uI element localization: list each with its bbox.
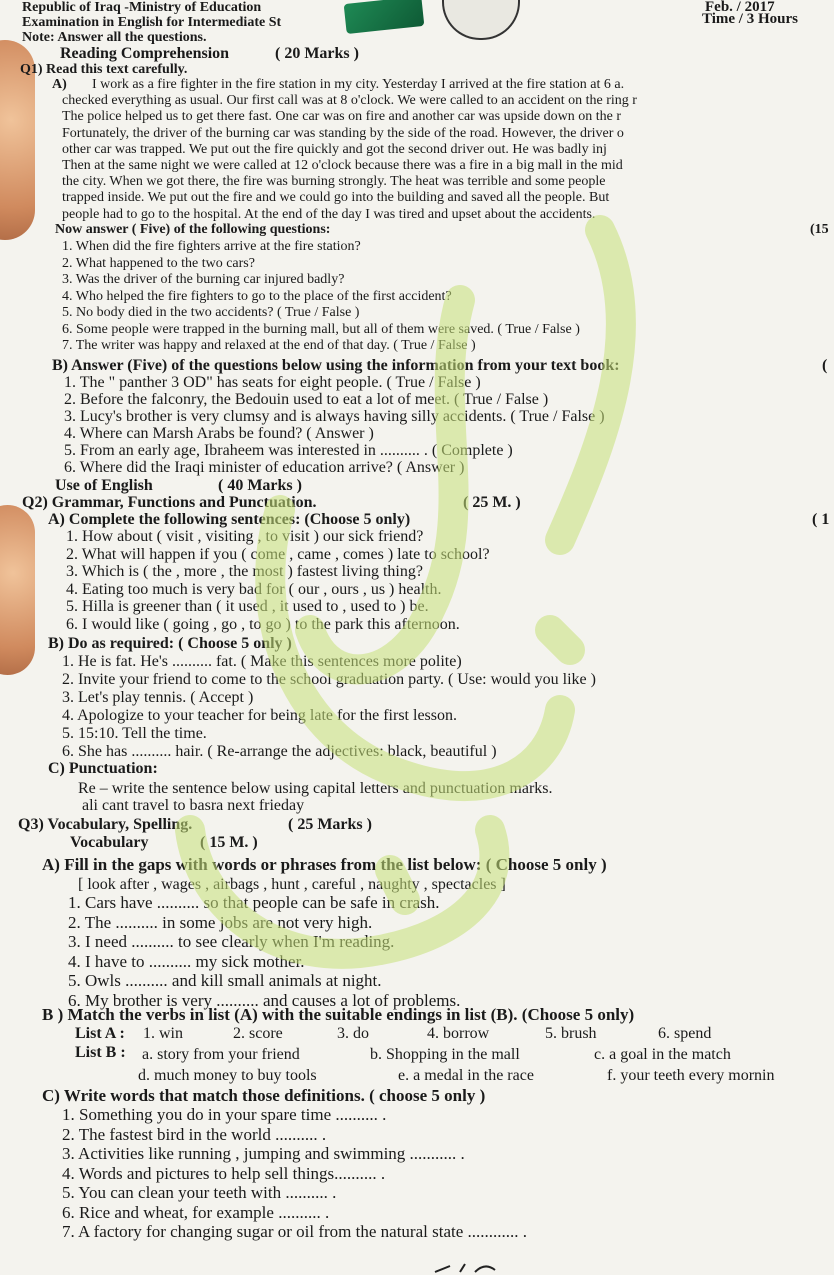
- passage-line: trapped inside. We put out the fire and we could go into the building and saved all the people. But: [62, 190, 610, 206]
- q2-title: Q2) Grammar, Functions and Punctuation.: [22, 494, 317, 511]
- passage-line: checked everything as usual. Our first call was at 8 o'clock. We were called to an accident on the ring r: [62, 93, 637, 109]
- list-a-verb: 5. brush: [545, 1025, 597, 1042]
- reading-marks: ( 20 Marks ): [275, 45, 359, 62]
- header-line2: Examination in English for Intermediate St: [22, 15, 282, 30]
- q2-a-heading: A) Complete the following sentences: (Choose 5 only): [48, 511, 411, 528]
- passage-line: Then at the same night we were called at 12 o'clock because there was a fire in a big mall in the mid: [62, 158, 623, 173]
- reading-b-item: 6. Where did the Iraqi minister of education arrive? ( Answer ): [64, 459, 465, 476]
- reading-b-item: 2. Before the falconry, the Bedouin used to eat a lot of meet. ( True / False ): [64, 391, 549, 408]
- fill-gap-item: 4. I have to .......... my sick mother.: [68, 951, 305, 971]
- definition-item: 6. Rice and wheat, for example .......... .: [62, 1202, 330, 1222]
- grammar-item: 1. How about ( visit , visiting , to visit ) our sick friend?: [66, 528, 424, 545]
- definition-item: 4. Words and pictures to help sell things.......... .: [62, 1163, 386, 1183]
- punctuation-instruction: Re – write the sentence below using capital letters and punctuation marks.: [78, 780, 553, 797]
- definition-item: 1. Something you do in your spare time .......... .: [62, 1105, 387, 1124]
- reading-b-item: 1. The " panther 3 OD" has seats for eight people. ( True / False ): [64, 374, 481, 391]
- list-a-verb: 3. do: [337, 1025, 369, 1042]
- vocabulary-marks: ( 15 M. ): [200, 834, 258, 851]
- word-list: [ look after , wages , airbags , hunt , careful , naughty , spectacles ]: [78, 876, 506, 893]
- grammar-item: 2. What will happen if you ( come , came , comes ) late to school?: [66, 545, 490, 563]
- finger-bottom-icon: [0, 505, 35, 675]
- reading-question: 1. When did the fire fighters arrive at the fire station?: [62, 239, 361, 254]
- passage-line: The police helped us to get there fast. One car was on fire and another car was upside down on the r: [62, 109, 622, 125]
- reading-b-marks: (: [822, 357, 828, 374]
- q2-b-heading: B) Do as required: ( Choose 5 only ): [48, 635, 292, 652]
- reading-b-item: 5. From an early age, Ibraheem was interested in .......... . ( Complete ): [64, 442, 513, 459]
- passage-line: Fortunately, the driver of the burning car was standing by the side of the road. However, the driver o: [62, 125, 624, 141]
- passage-line: I work as a fire fighter in the fire station in my city. Yesterday I arrived at the fire station at 6 a.: [92, 77, 625, 92]
- list-a-verb: 1. win: [143, 1025, 183, 1042]
- use-of-english-marks: ( 40 Marks ): [218, 477, 302, 494]
- reading-question: 7. The writer was happy and relaxed at the end of that day. ( True / False ): [62, 338, 476, 353]
- now-answer-heading: Now answer ( Five) of the following questions:: [55, 222, 331, 237]
- list-a-verb: 4. borrow: [427, 1025, 490, 1042]
- do-as-required-item: 6. She has .......... hair. ( Re-arrange the adjectives: black, beautiful ): [62, 743, 497, 760]
- do-as-required-item: 4. Apologize to your teacher for being late for the first lesson.: [62, 707, 457, 724]
- reading-question: 3. Was the driver of the burning car injured badly?: [62, 272, 345, 287]
- grammar-item: 6. I would like ( going , go , to go ) to the park this afternoon.: [66, 615, 460, 633]
- q2-a-marks: ( 1: [812, 511, 830, 528]
- definition-item: 7. A factory for changing sugar or oil from the natural state ............ .: [62, 1222, 528, 1241]
- q2-marks: ( 25 M. ): [463, 494, 521, 511]
- list-a-label: List A :: [75, 1025, 125, 1042]
- reading-question: 6. Some people were trapped in the burning mall, but all of them were saved. ( True / False ): [62, 321, 580, 337]
- reading-question: 5. No body died in the two accidents? ( True / False ): [62, 305, 360, 320]
- definition-item: 3. Activities like running , jumping and swimming ........... .: [62, 1144, 465, 1163]
- fill-gap-item: 3. I need .......... to see clearly when I'm reading.: [68, 932, 395, 951]
- fill-gap-item: 5. Owls .......... and kill small animals at night.: [68, 971, 382, 990]
- list-a-verb: 6. spend: [658, 1025, 712, 1042]
- header-date: Feb. / 2017: [705, 0, 775, 15]
- passage-line: other car was trapped. We put out the fire quickly and got the second driver out. He was badly inj: [62, 141, 607, 157]
- list-b-ending: c. a goal in the match: [594, 1046, 731, 1063]
- reading-b-item: 3. Lucy's brother is very clumsy and is always having silly accidents. ( True / False ): [64, 408, 605, 425]
- do-as-required-item: 1. He is fat. He's .......... fat. ( Make this sentences more polite): [62, 653, 462, 670]
- bottom-arabic-mark-icon: [430, 1262, 510, 1275]
- green-object: [344, 0, 425, 34]
- list-b-ending: b. Shopping in the mall: [370, 1046, 520, 1063]
- vocabulary-title: Vocabulary: [70, 834, 149, 851]
- passage-label: A): [52, 77, 67, 92]
- passage-line: the city. When we got there, the fire was burning strongly. The heat was terrible and some people: [62, 174, 606, 190]
- do-as-required-item: 2. Invite your friend to come to the school graduation party. ( Use: would you like ): [62, 671, 596, 688]
- q3-b-heading: B ) Match the verbs in list (A) with the suitable endings in list (B). (Choose 5 only): [42, 1005, 635, 1024]
- do-as-required-item: 5. 15:10. Tell the time.: [62, 725, 207, 742]
- now-answer-marks: (15: [810, 222, 829, 237]
- list-b-ending: f. your teeth every mornin: [607, 1067, 775, 1084]
- q3-marks: ( 25 Marks ): [288, 816, 372, 833]
- definition-item: 2. The fastest bird in the world .......... .: [62, 1124, 327, 1144]
- reading-b-heading: B) Answer (Five) of the questions below using the information from your text book:: [52, 357, 620, 374]
- use-of-english-title: Use of English: [55, 477, 153, 494]
- reading-title: Reading Comprehension: [60, 45, 230, 62]
- list-b-label: List B :: [75, 1044, 126, 1061]
- grammar-item: 4. Eating too much is very bad for ( our , ours , us ) health.: [66, 580, 442, 598]
- do-as-required-item: 3. Let's play tennis. ( Accept ): [62, 689, 254, 706]
- q3-c-heading: C) Write words that match those definitions. ( choose 5 only ): [42, 1086, 486, 1105]
- grammar-item: 5. Hilla is greener than ( it used , it used to , used to ) be.: [66, 598, 429, 615]
- fill-gap-item: 6. My brother is very .......... and causes a lot of problems.: [68, 990, 461, 1010]
- list-b-ending: e. a medal in the race: [398, 1067, 534, 1084]
- q3-title: Q3) Vocabulary, Spelling.: [18, 816, 193, 833]
- q1-title: Q1) Read this text carefully.: [20, 62, 188, 77]
- header-time: Time / 3 Hours: [702, 11, 798, 27]
- reading-question: 4. Who helped the fire fighters to go to the place of the first accident?: [62, 288, 452, 304]
- punctuation-sentence: ali cant travel to basra next frieday: [82, 797, 305, 814]
- passage-line: people had to go to the hospital. At the end of the day I was tired and upset about the accidents.: [62, 206, 596, 222]
- grammar-item: 3. Which is ( the , more , the most ) fastest living thing?: [66, 563, 423, 580]
- list-a-verb: 2. score: [233, 1025, 283, 1042]
- header-line1: Republic of Iraq -Ministry of Education: [22, 0, 262, 15]
- definition-item: 5. You can clean your teeth with .......... .: [62, 1183, 337, 1202]
- reading-question: 2. What happened to the two cars?: [62, 255, 255, 271]
- q3-a-heading: A) Fill in the gaps with words or phrases from the list below: ( Choose 5 only ): [42, 855, 607, 874]
- list-b-ending: d. much money to buy tools: [138, 1067, 317, 1084]
- fill-gap-item: 2. The .......... in some jobs are not very high.: [68, 912, 373, 932]
- reading-b-item: 4. Where can Marsh Arabs be found? ( Answer ): [64, 425, 374, 442]
- fill-gap-item: 1. Cars have .......... so that people can be safe in crash.: [68, 893, 440, 912]
- ministry-seal-icon: [442, 0, 520, 40]
- header-note: Note: Answer all the questions.: [22, 30, 207, 45]
- list-b-ending: a. story from your friend: [142, 1046, 300, 1063]
- q2-c-heading: C) Punctuation:: [48, 760, 158, 777]
